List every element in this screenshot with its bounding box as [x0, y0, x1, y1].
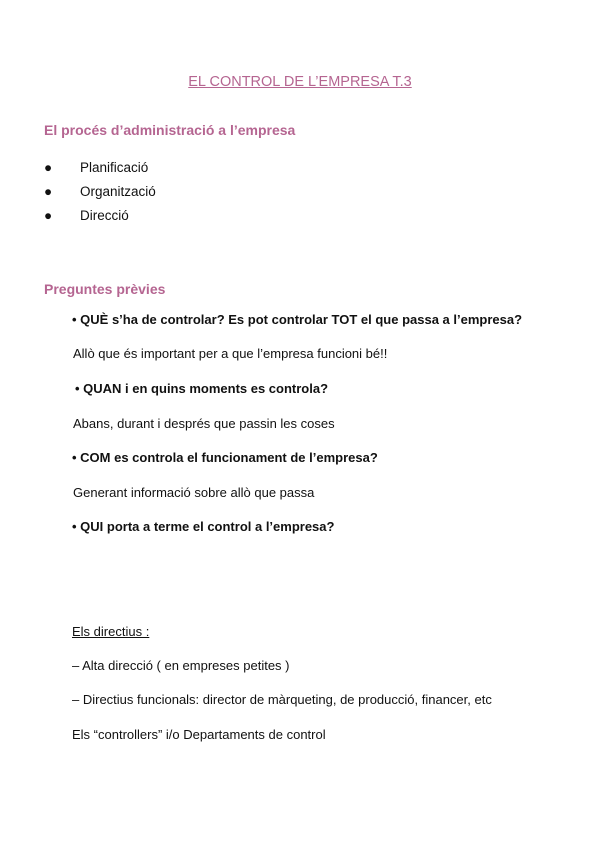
directius-line-controllers: Els “controllers” i/o Departaments de control — [72, 727, 326, 742]
question-qui: • QUI porta a terme el control a l’empresa? — [72, 519, 335, 534]
bullet-icon: ● — [44, 160, 53, 175]
answer-com: Generant informació sobre allò que passa — [73, 485, 315, 500]
section-heading-administracio: El procés d’administració a l’empresa — [44, 122, 296, 138]
directius-line-alta-direccio: – Alta direcció ( en empreses petites ) — [72, 658, 290, 673]
list-item — [44, 160, 148, 175]
bullet-icon: ● — [44, 184, 53, 199]
answer-que: Allò que és important per a que l’empresa funcioni bé!! — [73, 346, 388, 361]
question-que: • QUÈ s’ha de controlar? Es pot controlar TOT el que passa a l’empresa? — [72, 312, 523, 327]
bullet-icon: ● — [44, 208, 53, 223]
list-item-label: Direcció — [80, 208, 129, 223]
question-com: • COM es controla el funcionament de l’empresa? — [72, 450, 378, 465]
answer-quan: Abans, durant i després que passin les coses — [73, 416, 335, 431]
question-quan: • QUAN i en quins moments es controla? — [75, 381, 329, 396]
list-item-label: Planificació — [80, 160, 149, 175]
directius-heading: Els directius : — [72, 624, 150, 639]
list-item-label: Organització — [80, 184, 156, 199]
document-title: EL CONTROL DE L’EMPRESA T.3 — [188, 74, 412, 90]
section-heading-preguntes: Preguntes prèvies — [44, 281, 166, 297]
directius-line-funcionals: – Directius funcionals: director de màrqueting, de producció, financer, etc — [72, 692, 492, 707]
list-item — [44, 208, 129, 223]
list-item — [44, 184, 156, 199]
